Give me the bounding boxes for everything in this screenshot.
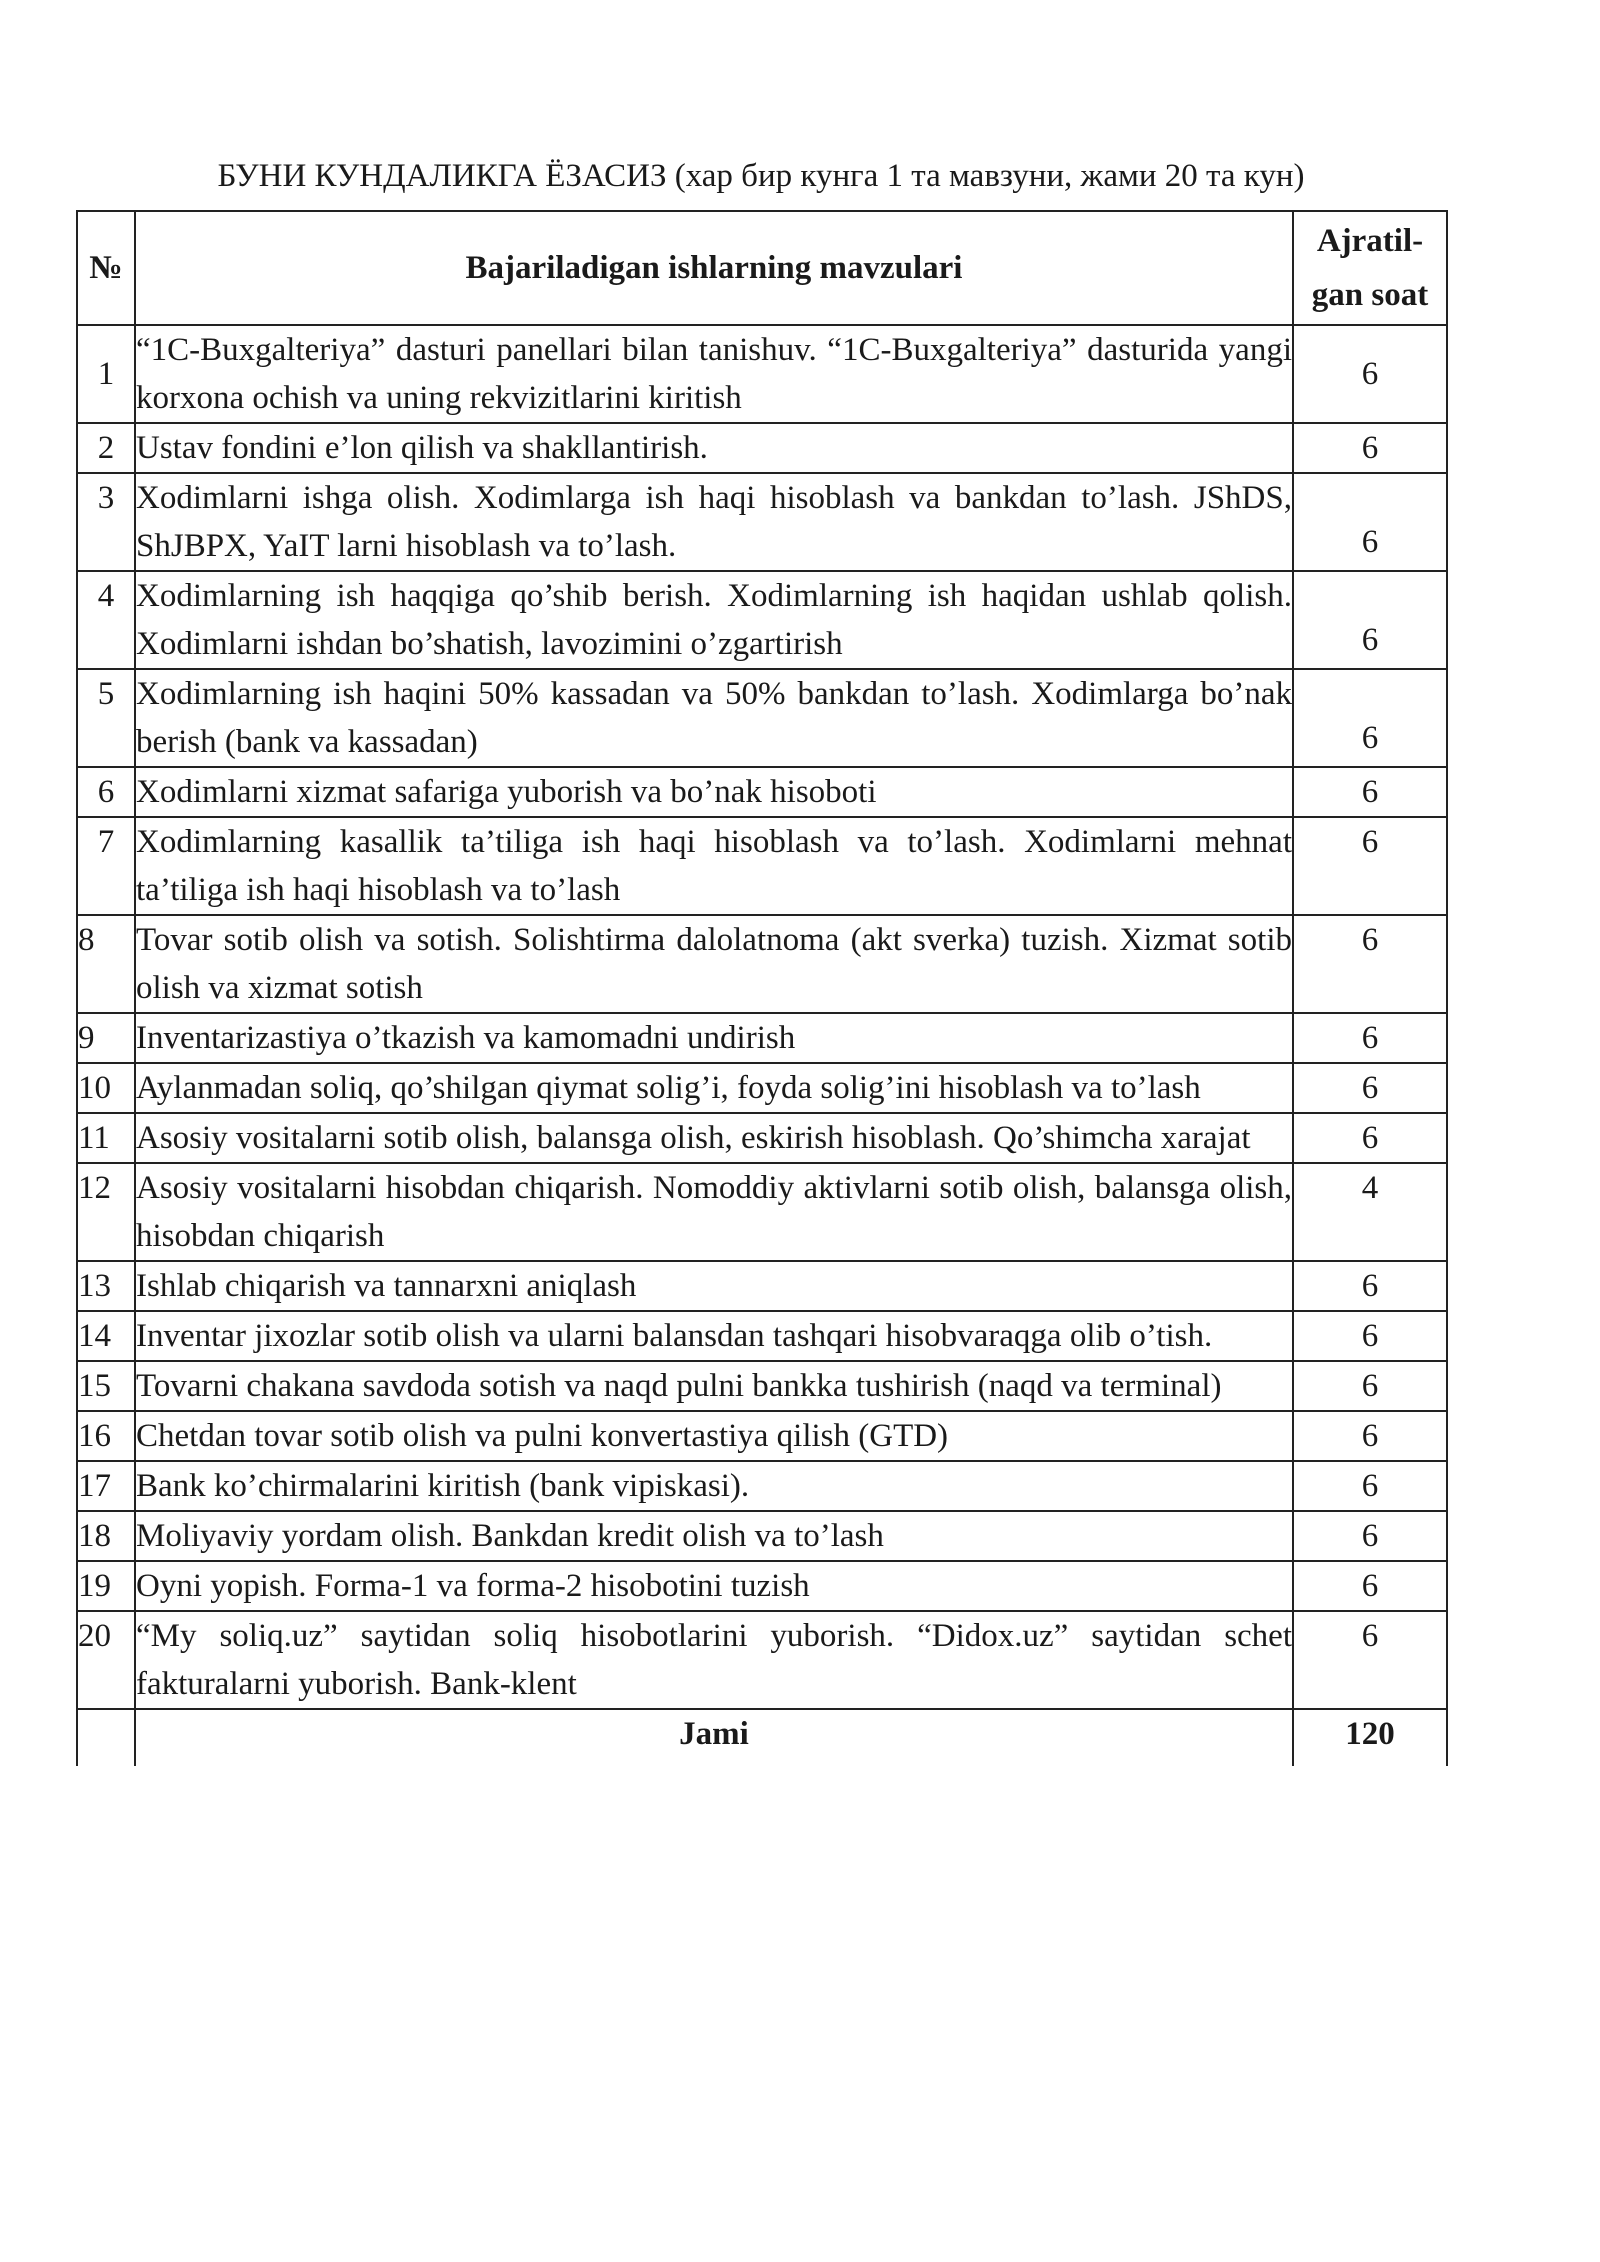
row-topic: Inventar jixozlar sotib olish va ularni balansdan tashqari hisobvaraqga olib o’tish. [135,1311,1293,1361]
row-hours: 6 [1293,1063,1447,1113]
row-number: 13 [77,1261,135,1311]
table-row [77,473,1447,571]
table-row [77,1361,1447,1411]
row-topic: Xodimlarning kasallik ta’tiliga ish haqi hisoblash va to’lash. Xodimlarni mehnat ta’tiliga ish haqi hisoblash va to’lash [135,817,1293,915]
row-number: 15 [77,1361,135,1411]
row-number: 2 [77,423,135,473]
table-row [77,767,1447,817]
row-hours: 6 [1293,1611,1447,1709]
table-row [77,1611,1447,1709]
header-hours [1293,211,1447,325]
table-row [77,1113,1447,1163]
row-topic: Aylanmadan soliq, qo’shilgan qiymat solig’i, foyda solig’ini hisoblash va to’lash [135,1063,1293,1113]
row-hours: 6 [1293,669,1447,767]
row-topic: Chetdan tovar sotib olish va pulni konvertastiya qilish (GTD) [135,1411,1293,1461]
table-row [77,1561,1447,1611]
row-number: 16 [77,1411,135,1461]
row-hours: 6 [1293,1311,1447,1361]
row-hours: 6 [1293,817,1447,915]
row-hours: 6 [1293,1113,1447,1163]
row-number: 7 [77,817,135,915]
table-row [77,1013,1447,1063]
table-header-row [77,211,1447,325]
row-topic: Oyni yopish. Forma-1 va forma-2 hisobotini tuzish [135,1561,1293,1611]
row-number: 14 [77,1311,135,1361]
row-topic: Bank ko’chirmalarini kiritish (bank vipiskasi). [135,1461,1293,1511]
row-topic: Tovar sotib olish va sotish. Solishtirma dalolatnoma (akt sverka) tuzish. Xizmat sotib olish va xizmat sotish [135,915,1293,1013]
row-topic: Moliyaviy yordam olish. Bankdan kredit olish va to’lash [135,1511,1293,1561]
table-row [77,325,1447,423]
row-number: 20 [77,1611,135,1709]
row-number: 6 [77,767,135,817]
row-number: 1 [77,325,135,423]
table-row [77,817,1447,915]
row-hours: 6 [1293,423,1447,473]
row-number: 4 [77,571,135,669]
row-number: 3 [77,473,135,571]
table-row [77,1261,1447,1311]
table-row [77,1063,1447,1113]
row-topic: Ishlab chiqarish va tannarxni aniqlash [135,1261,1293,1311]
row-topic: Tovarni chakana savdoda sotish va naqd pulni bankka tushirish (naqd va terminal) [135,1361,1293,1411]
row-hours: 6 [1293,1261,1447,1311]
row-hours: 6 [1293,325,1447,423]
row-hours: 6 [1293,1561,1447,1611]
row-number: 12 [77,1163,135,1261]
total-label: Jami [135,1709,1293,1766]
row-hours: 6 [1293,1461,1447,1511]
table-row [77,915,1447,1013]
row-hours: 6 [1293,915,1447,1013]
row-number: 10 [77,1063,135,1113]
total-number-cell [77,1709,135,1766]
row-topic: Xodimlarning ish haqini 50% kassadan va 50% bankdan to’lash. Xodimlarga bo’nak berish (bank va kassadan) [135,669,1293,767]
row-topic: Inventarizastiya o’tkazish va kamomadni undirish [135,1013,1293,1063]
row-hours: 4 [1293,1163,1447,1261]
row-topic: Ustav fondini e’lon qilish va shakllantirish. [135,423,1293,473]
row-topic: Xodimlarning ish haqqiga qo’shib berish. Xodimlarning ish haqidan ushlab qolish. Xodimlarni ishdan bo’shatish, lavozimini o’zgartirish [135,571,1293,669]
table-row [77,1163,1447,1261]
row-topic: “1C-Buxgalteriya” dasturi panellari bilan tanishuv. “1C-Buxgalteriya” dasturida yangi korxona ochish va uning rekvizitlarini kiritish [135,325,1293,423]
row-topic: Asosiy vositalarni sotib olish, balansga olish, eskirish hisoblash. Qo’shimcha xarajat [135,1113,1293,1163]
row-hours: 6 [1293,1511,1447,1561]
row-hours: 6 [1293,571,1447,669]
row-number: 17 [77,1461,135,1511]
row-number: 5 [77,669,135,767]
row-hours: 6 [1293,1411,1447,1461]
document-heading: БУНИ КУНДАЛИКГА ЁЗАСИЗ (хар бир кунга 1 та мавзуни, жами 20 та кун) [217,158,1305,194]
row-hours: 6 [1293,1013,1447,1063]
table-row [77,1311,1447,1361]
row-number: 9 [77,1013,135,1063]
row-hours: 6 [1293,473,1447,571]
header-topic: Bajariladigan ishlarning mavzulari [135,211,1293,325]
row-hours: 6 [1293,1361,1447,1411]
table-row [77,423,1447,473]
row-number: 11 [77,1113,135,1163]
row-hours: 6 [1293,767,1447,817]
row-topic: Asosiy vositalarni hisobdan chiqarish. Nomoddiy aktivlarni sotib olish, balansga olish, hisobdan chiqarish [135,1163,1293,1261]
table-row [77,1511,1447,1561]
row-number: 18 [77,1511,135,1561]
table-row [77,1461,1447,1511]
table-row [77,571,1447,669]
header-hours-line2: gan soat [1311,277,1429,313]
header-number: № [77,211,135,325]
table-row [77,1411,1447,1461]
topics-table [76,210,1448,1766]
total-hours: 120 [1293,1709,1447,1766]
row-number: 19 [77,1561,135,1611]
row-topic: Xodimlarni ishga olish. Xodimlarga ish haqi hisoblash va bankdan to’lash. JShDS, ShJBPX, YaIT larni hisoblash va to’lash. [135,473,1293,571]
row-topic: “My soliq.uz” saytidan soliq hisobotlarini yuborish. “Didox.uz” saytidan schet fakturalarni yuborish. Bank-klent [135,1611,1293,1709]
row-topic: Xodimlarni xizmat safariga yuborish va bo’nak hisoboti [135,767,1293,817]
header-hours-line1: Ajratil- [1316,223,1424,259]
row-number: 8 [77,915,135,1013]
total-row [77,1709,1447,1766]
table-row [77,669,1447,767]
